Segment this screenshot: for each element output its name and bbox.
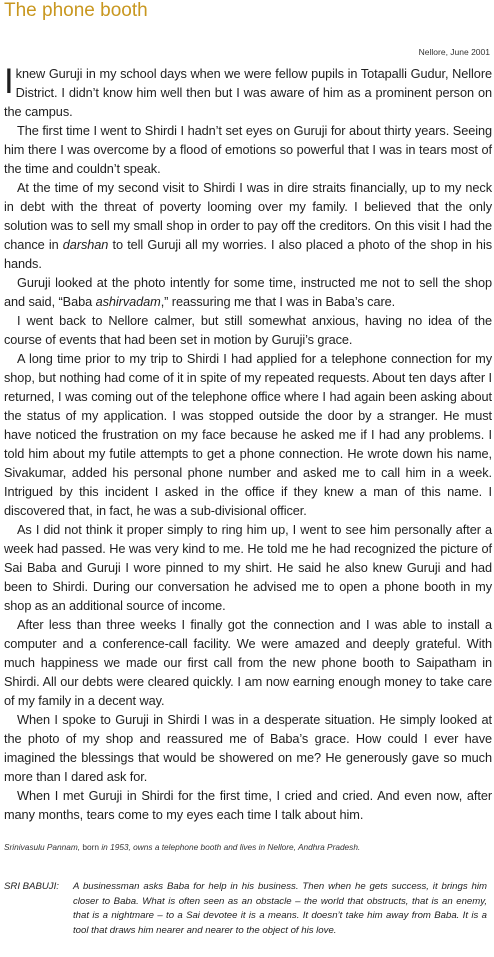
sri-babuji-label: SRI BABUJI: [4, 881, 59, 892]
paragraph-6: A long time prior to my trip to Shirdi I had applied for a telephone connection for my shop, but nothing had come of it in spite of my repeated requests. About ten days after I returned, I was coming out of the telephone office where I had again been asking about the status of my application. I was stopped outside the door by a stranger. He must have noticed the frustration on my face because he asked me if I had any problems. I told him about my futile attempts to get a phone connection. He wrote down his name, Sivakumar, added his personal phone number and asked me to call him in a week. Intrigued by this incident I asked in the office if they knew a man of this name. I discovered that, in fact, he was a sub-divisional officer. [4, 351, 492, 518]
paragraph-4-text-b: ,” reassuring me that I was in Baba’s care. [160, 294, 396, 309]
drop-cap: I [4, 62, 14, 101]
caption-name: Srinivasulu Pannam, [4, 842, 83, 852]
paragraph-5: I went back to Nellore calmer, but still somewhat anxious, having no idea of the course of events that had been set in motion by Guruji’s grace. [4, 313, 492, 347]
paragraph-3-text-a: At the time of my second visit to Shirdi I was in dire straits financially, up to my neck in debt with the threat of poverty looming over my family. I believed that the only solution was to sell my small shop in order to pay off the creditors. On this visit I had the chance in [4, 180, 492, 252]
caption-rest: in 1953, owns a telephone booth and lives in Nellore, Andhra Pradesh. [101, 842, 361, 852]
article-body [4, 64, 492, 824]
darshan-term: darshan [62, 237, 109, 252]
paragraph-10: When I met Guruji in Shirdi for the first time, I cried and cried. And even now, after many months, tears come to my eyes each time I talk about him. [4, 788, 492, 822]
author-caption [4, 842, 492, 853]
ashirvadam-term: ashirvadam [95, 294, 161, 309]
paragraph-8: After less than three weeks I finally got the connection and I was able to install a computer and a conference-call facility. We were amazed and deeply grateful. With much happiness we made our first call from the new phone booth to Saipatham in Shirdi. All our debts were cleared quickly. I am now earning enough money to take care of my family in a decent way. [4, 617, 492, 708]
paragraph-3-text-b: to tell Guruji all my worries. I also placed a photo of the shop in his hands. [4, 237, 492, 271]
page-title: The phone booth [4, 0, 148, 21]
caption-born: born [82, 842, 102, 852]
paragraph-9: When I spoke to Guruji in Shirdi I was in a desperate situation. He simply looked at the photo of my shop and reassured me of Baba’s grace. How could I ever have imagined the blessings that would be showered on me? He generously gave so much more than I dared ask for. [4, 712, 492, 784]
paragraph-1-text: knew Guruji in my school days when we were fellow pupils in Totapalli Gudur, Nellore District. I didn’t know him well then but I was aware of him as a prominent person on the campus. [4, 66, 492, 119]
paragraph-2: The first time I went to Shirdi I hadn’t set eyes on Guruji for about thirty years. Seeing him there I was overcome by a flood of emotions so powerful that I was in tears most of the time and couldn’t speak. [4, 123, 492, 176]
sri-babuji-quote: A businessman asks Baba for help in his business. Then when he gets success, it brings him closer to Baba. What is often seen as an obstacle – the world that obstructs, that is an enemy, that is a nightmare – to a Sai devotee it is a means. It doesn’t take him away from Baba. It is a tool that draws him nearer and nearer to the object of his love. [73, 881, 487, 936]
dateline: Nellore, June 2001 [418, 47, 490, 57]
paragraph-1 [4, 64, 492, 121]
paragraph-3 [4, 178, 492, 273]
paragraph-4 [4, 273, 492, 311]
paragraph-4-text-a: Guruji looked at the photo intently for some time, instructed me not to sell the shop and said, “Baba [4, 275, 492, 309]
paragraph-7: As I did not think it proper simply to ring him up, I went to see him personally after a week had passed. He was very kind to me. He told me he had recognized the picture of Sai Baba and Guruji I wore pinned to my shirt. He said he also knew Guruji and had been to Shirdi. During our conversation he advised me to open a phone booth in my shop as an additional source of income. [4, 522, 492, 613]
